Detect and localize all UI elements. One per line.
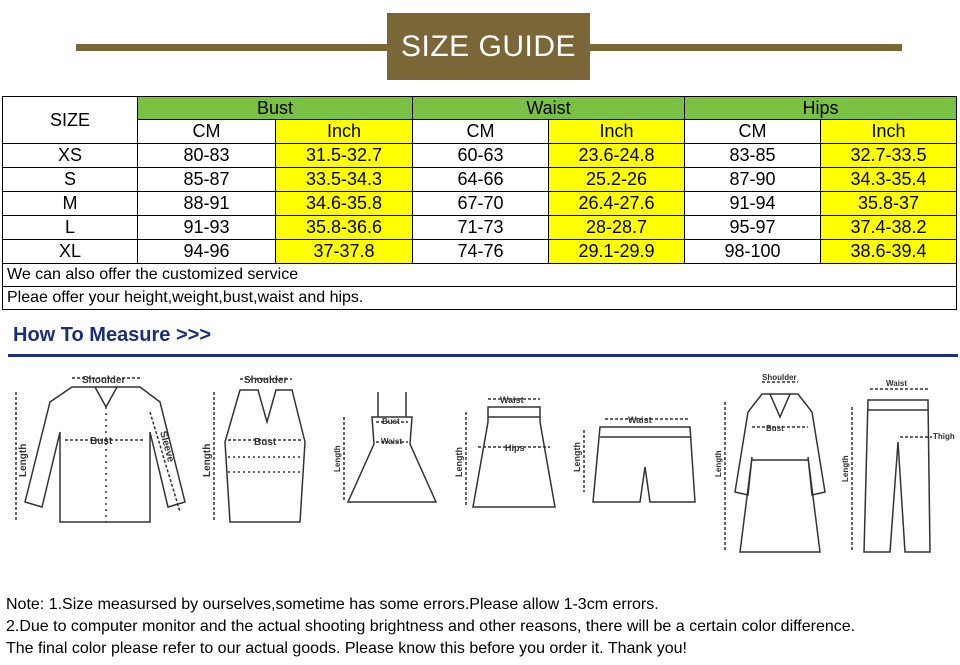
unit-header: CM bbox=[685, 120, 821, 144]
size-column-header: SIZE bbox=[3, 97, 138, 144]
note-line-3: The final color please refer to our actual goods. Please know this before you order it. Thank you! bbox=[6, 640, 687, 657]
table-cell: 34.3-35.4 bbox=[821, 168, 957, 192]
coat-shoulder-label: Shoulder bbox=[762, 373, 797, 382]
notes-block bbox=[6, 594, 855, 660]
how-to-measure-rule bbox=[8, 354, 958, 357]
unit-header: Inch bbox=[821, 120, 957, 144]
top-length-label: Length bbox=[202, 443, 213, 477]
shorts-waist-label: Waist bbox=[628, 415, 652, 425]
dress-length-label: Length bbox=[333, 445, 342, 472]
table-cell: 33.5-34.3 bbox=[276, 168, 413, 192]
top-shoulder-label: Shoulder bbox=[244, 375, 288, 386]
unit-header: Inch bbox=[276, 120, 413, 144]
pants-length-label: Length bbox=[841, 455, 850, 482]
skirt-length-label: Length bbox=[454, 447, 464, 477]
table-unit-row bbox=[3, 120, 957, 144]
table-cell: 71-73 bbox=[413, 216, 549, 240]
custom-service-note: We can also offer the customized service bbox=[3, 264, 957, 287]
table-cell: 74-76 bbox=[413, 240, 549, 264]
size-cell: XS bbox=[3, 144, 138, 168]
pants-waist-label: Waist bbox=[886, 379, 908, 388]
unit-header: CM bbox=[413, 120, 549, 144]
table-header-row bbox=[3, 97, 957, 120]
note-row bbox=[3, 264, 957, 287]
table-row bbox=[3, 216, 957, 240]
blouse-shoulder-label: Shoulder bbox=[82, 375, 126, 386]
blouse-sleeve-label: Sleeve bbox=[157, 429, 176, 464]
bust-group-header: Bust bbox=[138, 97, 413, 120]
header-rule-left bbox=[76, 44, 388, 51]
table-cell: 87-90 bbox=[685, 168, 821, 192]
note-row bbox=[3, 287, 957, 310]
dress-bust-label: Bust bbox=[382, 417, 400, 426]
blouse-illustration bbox=[16, 375, 185, 522]
table-cell: 28-28.7 bbox=[549, 216, 685, 240]
top-illustration bbox=[202, 375, 305, 522]
top-bust-label: Bust bbox=[254, 437, 277, 448]
skirt-illustration bbox=[454, 395, 555, 507]
table-cell: 67-70 bbox=[413, 192, 549, 216]
table-cell: 34.6-35.8 bbox=[276, 192, 413, 216]
size-cell: S bbox=[3, 168, 138, 192]
table-cell: 83-85 bbox=[685, 144, 821, 168]
table-cell: 64-66 bbox=[413, 168, 549, 192]
unit-header: CM bbox=[138, 120, 276, 144]
table-cell: 23.6-24.8 bbox=[549, 144, 685, 168]
measurement-illustrations bbox=[0, 362, 960, 587]
size-cell: L bbox=[3, 216, 138, 240]
table-cell: 98-100 bbox=[685, 240, 821, 264]
shorts-length-label: Length bbox=[572, 442, 582, 472]
how-to-measure-title: How To Measure >>> bbox=[13, 324, 212, 346]
shorts-illustration bbox=[572, 415, 695, 502]
table-cell: 35.8-36.6 bbox=[276, 216, 413, 240]
table-cell: 91-94 bbox=[685, 192, 821, 216]
table-cell: 37-37.8 bbox=[276, 240, 413, 264]
table-cell: 25.2-26 bbox=[549, 168, 685, 192]
size-cell: XL bbox=[3, 240, 138, 264]
coat-bust-label: Bust bbox=[766, 424, 784, 433]
note-line-1: Note: 1.Size measursed by ourselves,sometime has some errors.Please allow 1-3cm errors. bbox=[6, 596, 659, 613]
table-row bbox=[3, 240, 957, 264]
page-title: SIZE GUIDE bbox=[387, 13, 590, 80]
table-cell: 95-97 bbox=[685, 216, 821, 240]
table-cell: 60-63 bbox=[413, 144, 549, 168]
table-cell: 26.4-27.6 bbox=[549, 192, 685, 216]
coat-illustration bbox=[714, 373, 825, 552]
table-cell: 29.1-29.9 bbox=[549, 240, 685, 264]
measurement-request-note: Pleae offer your height,weight,bust,waist and hips. bbox=[3, 287, 957, 310]
table-cell: 80-83 bbox=[138, 144, 276, 168]
table-cell: 38.6-39.4 bbox=[821, 240, 957, 264]
table-cell: 88-91 bbox=[138, 192, 276, 216]
skirt-waist-label: Waist bbox=[500, 395, 524, 405]
table-row bbox=[3, 144, 957, 168]
unit-header: Inch bbox=[549, 120, 685, 144]
waist-group-header: Waist bbox=[413, 97, 685, 120]
table-cell: 91-93 bbox=[138, 216, 276, 240]
dress-waist-label: Waist bbox=[381, 437, 403, 446]
skirt-hips-label: Hips bbox=[505, 443, 525, 453]
size-table bbox=[2, 96, 957, 310]
size-cell: M bbox=[3, 192, 138, 216]
pants-thigh-label: Thigh bbox=[933, 432, 955, 441]
table-cell: 31.5-32.7 bbox=[276, 144, 413, 168]
table-cell: 94-96 bbox=[138, 240, 276, 264]
table-row bbox=[3, 168, 957, 192]
table-cell: 32.7-33.5 bbox=[821, 144, 957, 168]
note-line-2: 2.Due to computer monitor and the actual shooting brightness and other reasons, there will be a certain color difference. bbox=[6, 618, 856, 635]
blouse-bust-label: Bust bbox=[90, 436, 113, 447]
header-rule-right bbox=[589, 44, 902, 51]
table-row bbox=[3, 192, 957, 216]
table-cell: 37.4-38.2 bbox=[821, 216, 957, 240]
dress-illustration bbox=[333, 392, 436, 502]
table-cell: 85-87 bbox=[138, 168, 276, 192]
blouse-length-label: Length bbox=[18, 443, 29, 477]
table-cell: 35.8-37 bbox=[821, 192, 957, 216]
hips-group-header: Hips bbox=[685, 97, 957, 120]
coat-length-label: Length bbox=[714, 450, 723, 477]
pants-illustration bbox=[841, 379, 955, 552]
